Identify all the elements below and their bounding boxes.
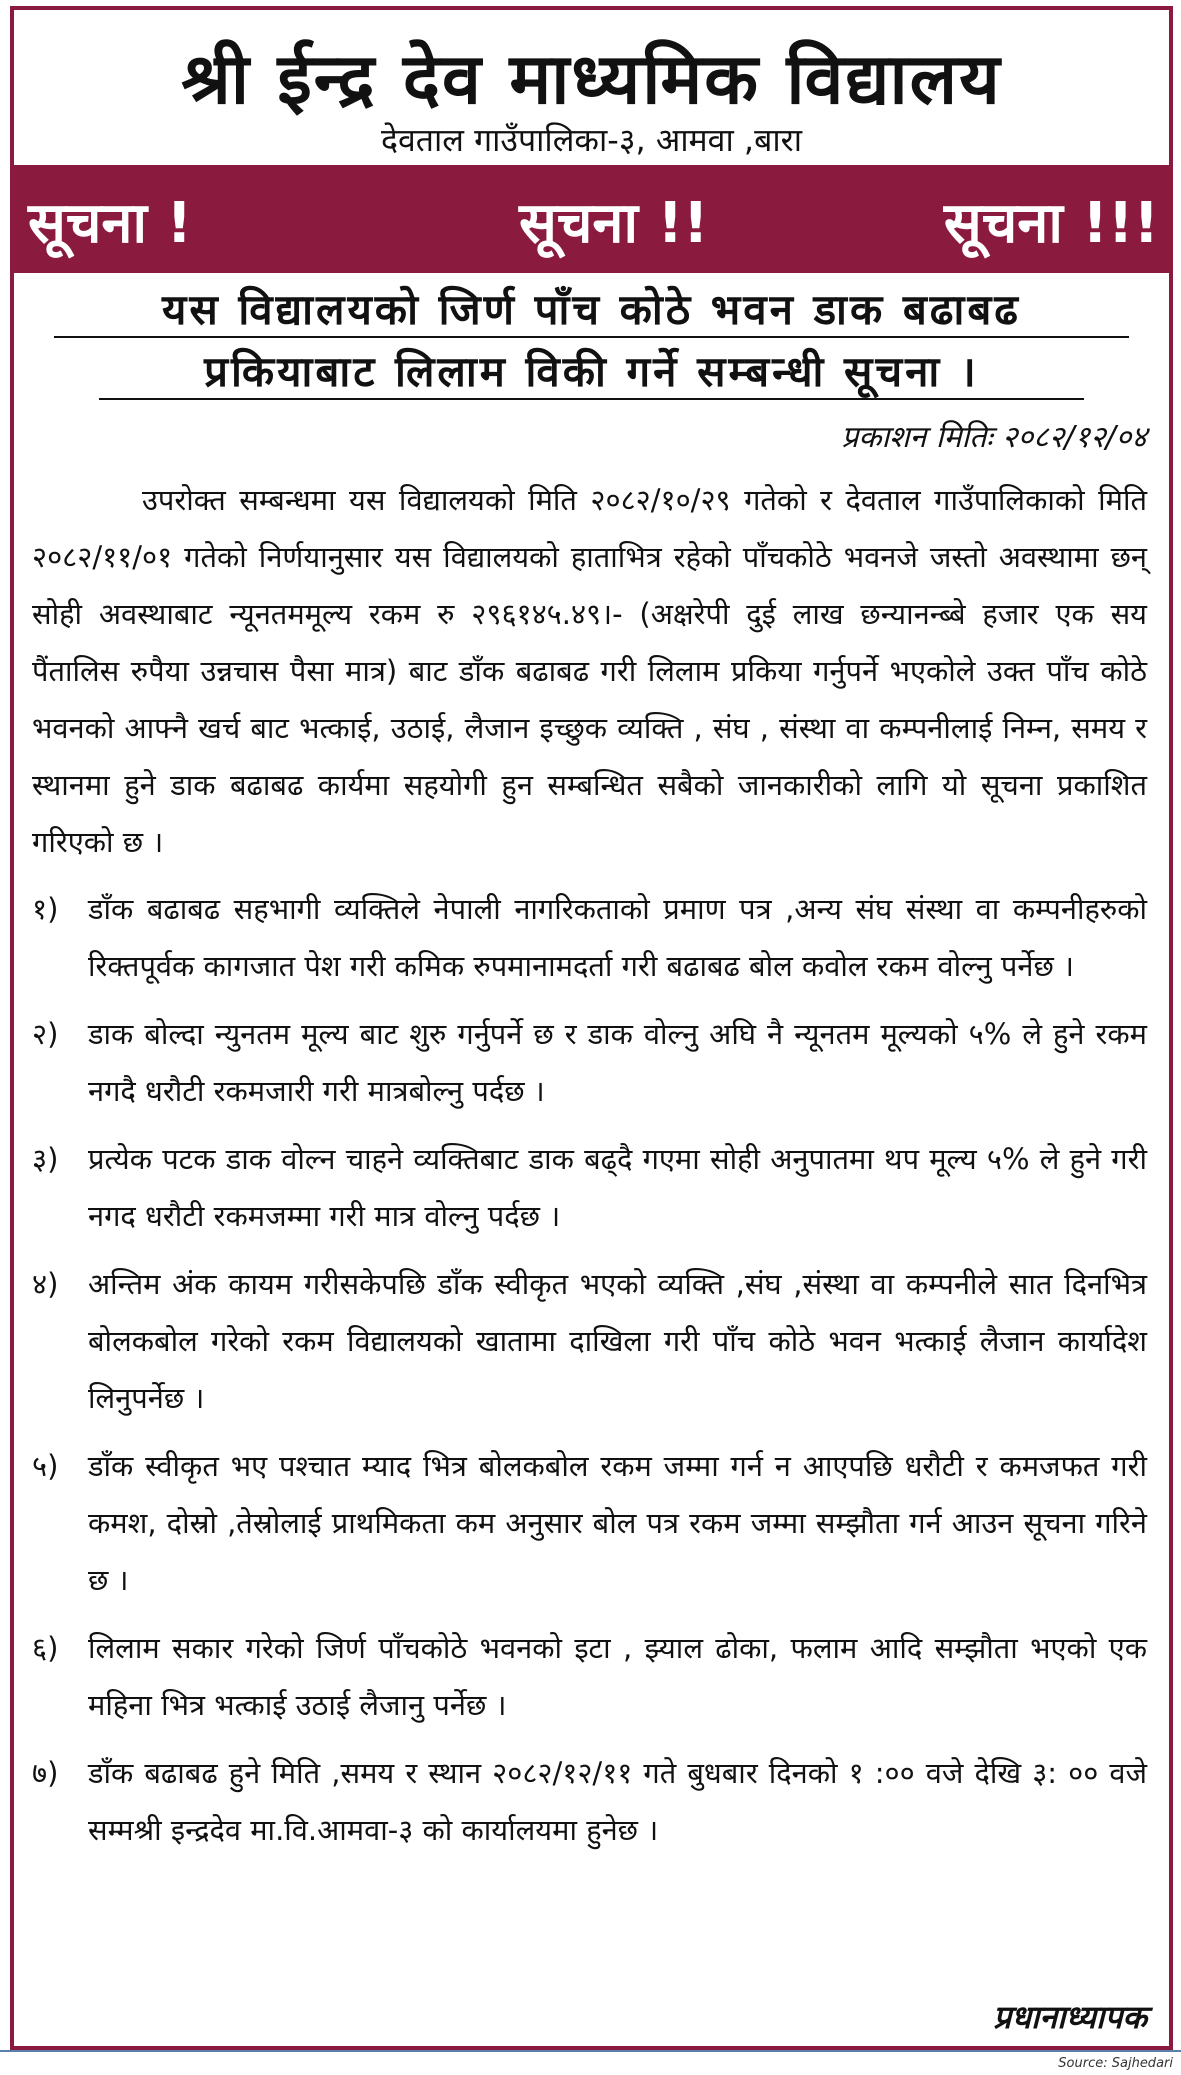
item-text: लिलाम सकार गरेको जिर्ण पाँचकोठे भवनको इटा , झ्याल ढोका, फलाम आदि सम्झौता भएको एक महिना भित्र भत्काई उठाई लैजानु पर्नेछ । [88,1631,1147,1722]
banner-label-1: सूचना ! [28,191,193,256]
footer-divider [0,2050,1181,2052]
item-number: ५) [32,1449,59,1483]
list-item [32,1256,1147,1427]
item-text: डाँक स्वीकृत भए पश्चात म्याद भित्र बोलकबोल रकम जम्मा गर्न न आएपछि धरौटी र कमजफत गरी कमश, दोस्रो ,तेस्रोलाई प्राथमिकता कम अनुसार बोल पत्र रकम जम्मा सम्झौता गर्न आउन सूचना गरिने छ । [88,1449,1147,1597]
item-text: डाँक बढाबढ हुने मिति ,समय र स्थान २०८२/१२/११ गते बुधबार दिनको १ :०० वजे देखि ३: ०० वजे सम्मश्री इन्द्रदेव मा.वि.आमवा-३ को कार्यालयमा हुनेछ । [88,1756,1147,1847]
list-item [32,1131,1147,1245]
school-address: देवताल गाउँपालिका-३, आमवा ,बारा [380,121,803,159]
headline-line-2: प्रकियाबाट लिलाम विकी गर्ने सम्बन्धी सूचना । [204,347,979,396]
item-number: १) [32,892,59,926]
banner-label-3: सूचना !!! [943,191,1159,256]
item-text: अन्तिम अंक कायम गरीसकेपछि डाँक स्वीकृत भएको व्यक्ति ,संघ ,संस्था वा कम्पनीले सात दिनभित्र बोलकबोल गरेको रकम विद्यालयको खातामा दाखिला गरी पाँच कोठे भवन भत्काई लैजान कार्यादेश लिनुपर्नेछ । [88,1267,1147,1415]
item-text: डाँक बढाबढ सहभागी व्यक्तिले नेपाली नागरिकताको प्रमाण पत्र ,अन्य संघ संस्था वा कम्पनीहरुको रिक्तपूर्वक कागजात पेश गरी कमिक रुपमानामदर्ता गरी बढाबढ बोल कवोल रकम वोल्नु पर्नेछ । [88,892,1147,983]
source-credit: Source: Sajhedari [1058,2056,1173,2071]
item-text: प्रत्येक पटक डाक वोल्न चाहने व्यक्तिबाट डाक बढ्दै गएमा सोही अनुपातमा थप मूल्य ५% ले हुने गरी नगद धरौटी रकमजम्मा गरी मात्र वोल्नु पर्दछ । [88,1142,1147,1233]
notice-body [32,472,1147,1870]
headline-underline [99,398,1084,400]
publish-date: प्रकाशन मितिः २०८२/१२/०४ [841,420,1147,455]
list-item [32,1438,1147,1609]
list-item [32,1745,1147,1859]
notice-frame [10,6,1173,2050]
item-number: २) [32,1017,59,1051]
headline-underline [54,336,1129,338]
school-name: श्री ईन्द्र देव माध्यमिक विद्यालय [181,38,1002,120]
list-item [32,1620,1147,1734]
signature-title: प्रधानाध्यापक [993,1998,1147,2036]
intro-paragraph: उपरोक्त सम्बन्धमा यस विद्यालयको मिति २०८२/१०/२९ गतेको र देवताल गाउँपालिकाको मिति २०८२/११/०१ गतेको निर्णयानुसार यस विद्यालयको हाताभित्र रहेको पाँचकोठे भवनजे जस्तो अवस्थामा छन् सोही अवस्थाबाट न्यूनतममूल्य रकम रु २९६१४५.४९।- (अक्षरेपी दुई लाख छन्यानन्ब्बे हजार एक सय पैंतालिस रुपैया उन्नचास पैसा मात्र) बाट डाँक बढाबढ गरी लिलाम प्रकिया गर्नुपर्ने भएकोले उक्त पाँच कोठे भवनको आफ्नै खर्च बाट भत्काई, उठाई, लैजान इच्छुक व्यक्ति , संघ , संस्था वा कम्पनीलाई निम्न, समय र स्थानमा हुने डाक बढाबढ कार्यमा सहयोगी हुन सम्बन्धित सबैको जानकारीको लागि यो सूचना प्रकाशित गरिएको छ । [32,483,1147,859]
item-text: डाक बोल्दा न्युनतम मूल्य बाट शुरु गर्नुपर्ने छ र डाक वोल्नु अघि नै न्यूनतम मूल्यको ५% ले हुने रकम नगदै धरौटी रकमजारी गरी मात्रबोल्नु पर्दछ । [88,1017,1147,1108]
item-number: ६) [32,1631,59,1665]
list-item [32,1006,1147,1120]
banner-label-2: सूचना !! [519,191,709,256]
item-number: ४) [32,1267,59,1301]
item-number: ७) [32,1756,59,1790]
list-item [32,881,1147,995]
headline-line-1: यस विद्यालयको जिर्ण पाँच कोठे भवन डाक बढाबढ [162,285,1021,334]
item-number: ३) [32,1142,59,1176]
notice-banner [14,165,1169,273]
